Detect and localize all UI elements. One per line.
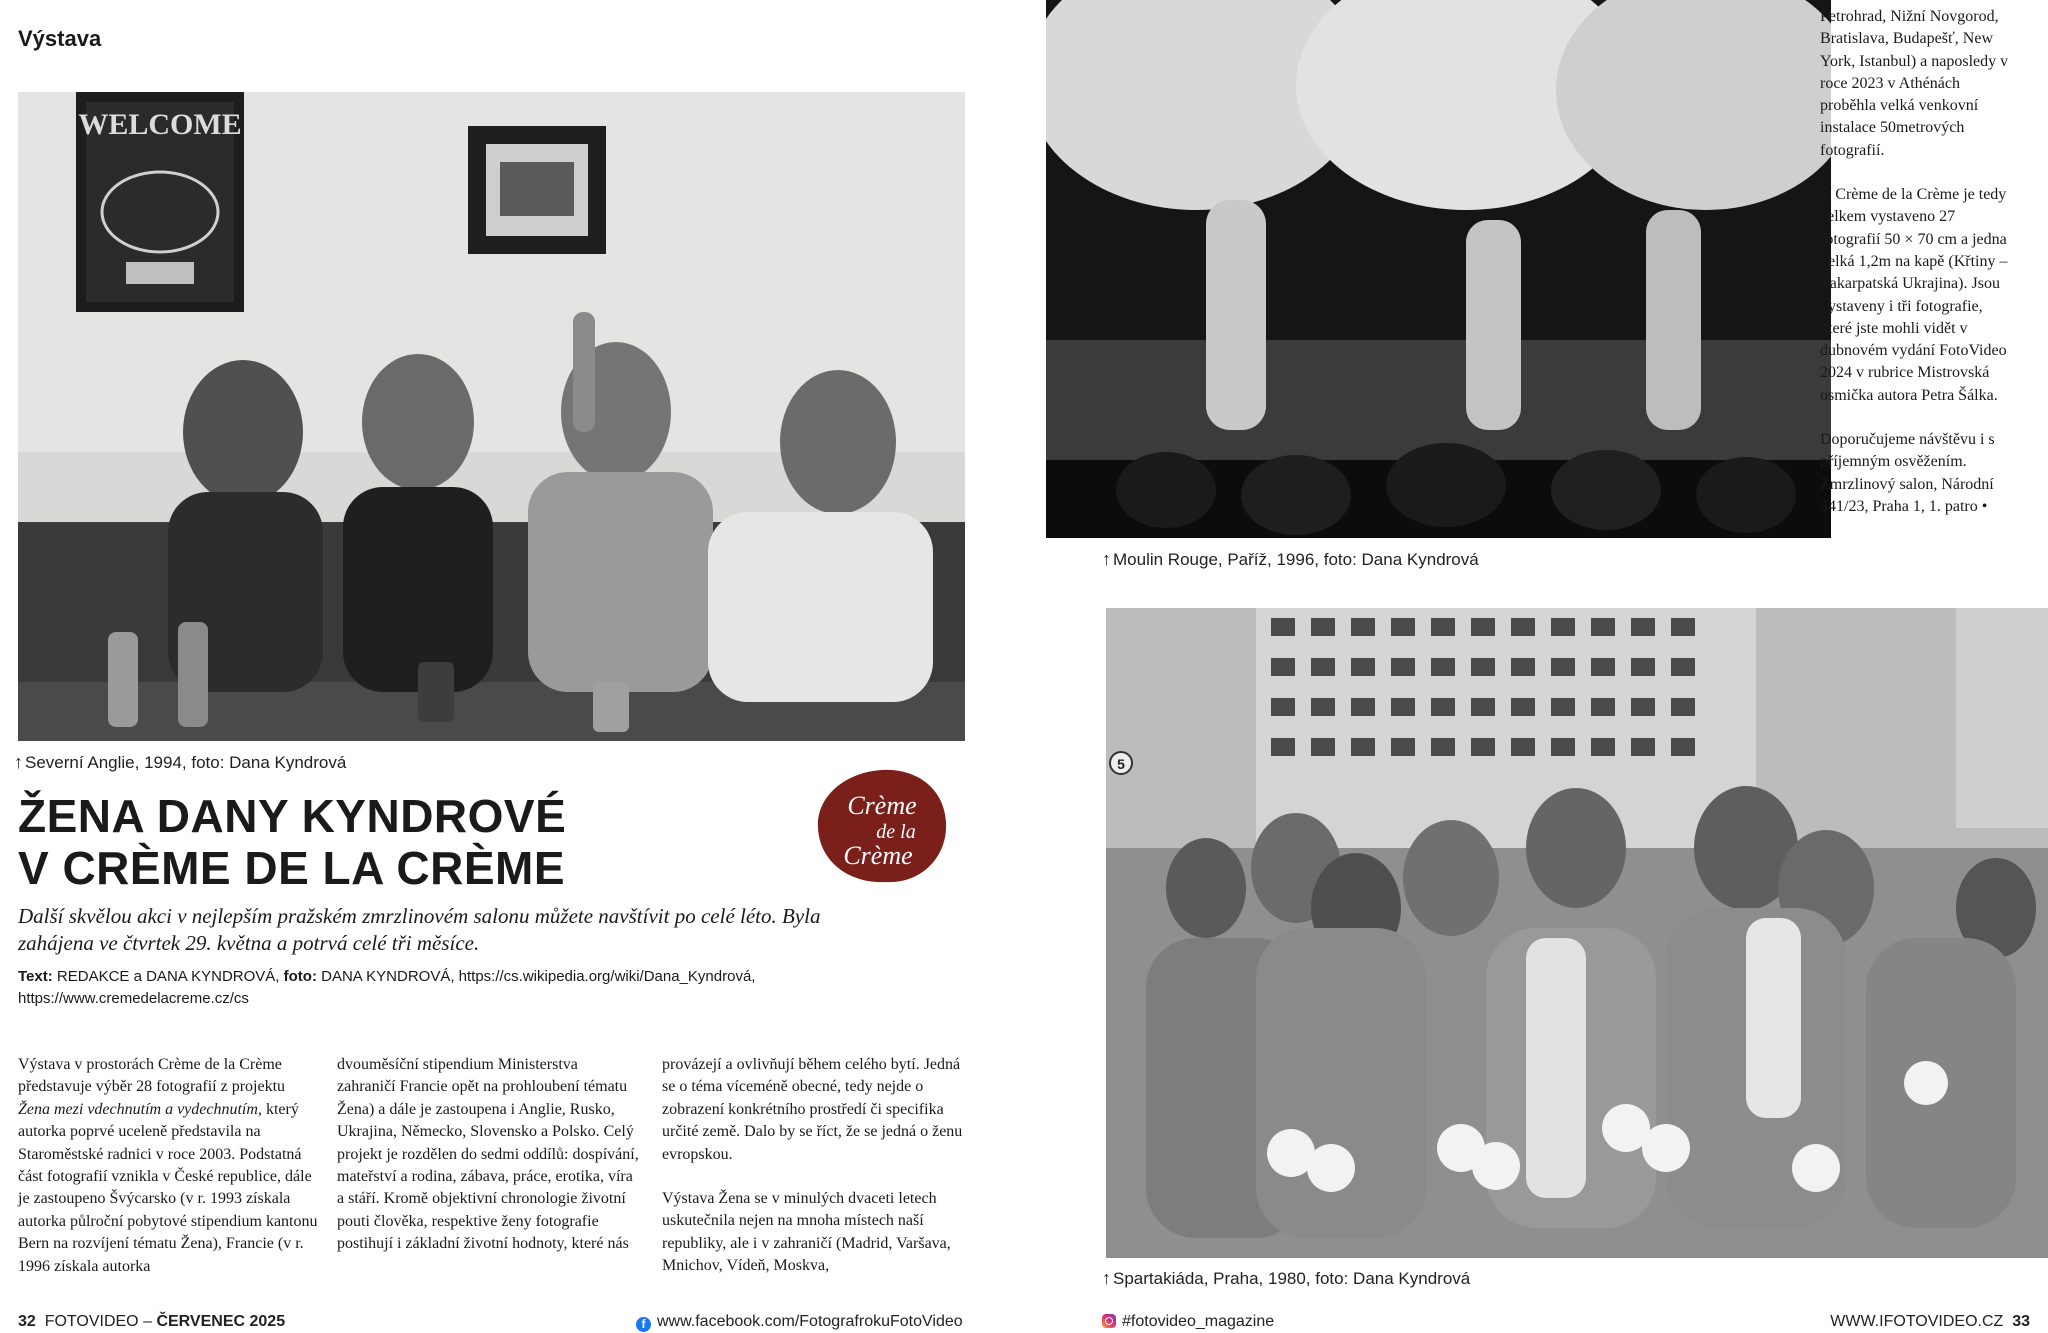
body-paragraph: Výstava v prostorách Crème de la Crème představuje výběr 28 fotografií z projektu Žena mezi vdechnutím a vydechnutím, který autorka poprvé uceleně představila na Staroměstské radnici v roce 2003. Podstatná část fotografií vznikla v České republice, dále je zastoupeno Švýcarsko (v r. 1993 získala autorka půlroční pobytové stipendium kantonu Bern na rozvíjení tématu Žena), Francie (v r. 1996 získala autorka: [18, 1056, 318, 1275]
caption-text: Spartakiáda, Praha, 1980, foto: Dana Kyndrová: [1113, 1269, 1471, 1288]
creme-de-la-creme-logo: [816, 766, 948, 886]
body-column-2: [337, 1054, 640, 1278]
website-link[interactable]: WWW.IFOTOVIDEO.CZ: [1830, 1313, 2004, 1330]
body-column-1: [18, 1054, 318, 1300]
body-paragraph: dvouměsíční stipendium Ministerstva zahraničí Francie opět na prohloubení tématu Žena) a dále je zastoupena i Anglie, Rusko, Ukrajina, Německo, Slovensko a Polsko. Celý projekt je rozdělen do sedmi oddílů: dospívání, mateřství a rodina, zábava, práce, erotika, víra a stáří. Kromě objektivní chronologie životní pouti člověka, respektive ženy fotografie postihují i základní životní hodnoty, které nás: [337, 1056, 639, 1253]
article-credits: [18, 966, 818, 1010]
photo-northern-england: [18, 92, 965, 741]
footer-left: [18, 1313, 285, 1331]
footer-right: [1830, 1313, 2030, 1331]
body-paragraph: provázejí a ovlivňují během celého bytí. Jedná se o téma víceméně obecné, tedy nejde o zobrazení konkrétního prostředí či specifika určité země. Dalo by se říct, že se jedná o ženu evropskou.: [662, 1056, 963, 1163]
headline-line-1: ŽENA DANY KYNDROVÉ: [18, 790, 567, 842]
article-headline: [18, 790, 638, 894]
facebook-icon: f: [636, 1317, 651, 1332]
instagram-icon: [1102, 1314, 1116, 1328]
caption-spartakiada: [1102, 1268, 1470, 1289]
logo-line-3: Crème: [843, 841, 913, 870]
photo-spartakiada: [1106, 608, 2048, 1258]
body-column-3: [662, 1054, 964, 1300]
photo-moulin-rouge: [1046, 0, 1831, 538]
section-label: Výstava: [18, 26, 102, 51]
arrow-up-icon: ↑: [1102, 549, 1111, 569]
logo-line-1: Crème: [847, 791, 917, 820]
project-title: Žena mezi vdechnutím a vydechnutím: [18, 1100, 258, 1118]
post-number-text: 5: [1117, 756, 1125, 772]
magazine-name: FOTOVIDEO: [44, 1313, 139, 1330]
caption-northern-england: [14, 752, 346, 773]
footer-instagram[interactable]: [1102, 1313, 1274, 1331]
caption-text: Severní Anglie, 1994, foto: Dana Kyndrová: [25, 753, 347, 772]
page-number-left: 32: [18, 1313, 36, 1330]
body-paragraph: Doporučujeme návštěvu i s příjemným osvěžením. Zmrzlinový salon, Národní 341/23, Praha 1, 1. patro •: [1820, 431, 1995, 515]
credits-text-value: REDAKCE a DANA KYNDROVÁ,: [56, 968, 280, 985]
facebook-link[interactable]: www.facebook.com/FotografrokuFotoVideo: [657, 1313, 963, 1330]
caption-moulin-rouge: [1102, 549, 1479, 570]
credits-photo-label: foto:: [283, 968, 317, 985]
instagram-handle[interactable]: #fotovideo_magazine: [1122, 1313, 1275, 1330]
credits-text-label: Text:: [18, 968, 53, 985]
headline-line-2: V CRÈME DE LA CRÈME: [18, 842, 566, 894]
arrow-up-icon: ↑: [1102, 1268, 1111, 1288]
article-lead: Další skvělou akci v nejlepším pražském zmrzlinovém salonu můžete navštívit po celé léto. Byla zahájena ve čtvrtek 29. května a potrvá celé tři měsíce.: [18, 904, 821, 955]
body-paragraph: Petrohrad, Nižní Novgorod, Bratislava, Budapešť, New York, Istanbul) a naposledy v roce 2023 v Athénách proběhla velká venkovní instalace 50metrových fotografií.: [1820, 8, 2009, 159]
credits-photo-value: DANA KYNDROVÁ, https://cs.wikipedia.org/wiki/Dana_Kyndrová, https://www.cremedelacreme.cz/cs: [18, 968, 756, 1007]
issue-date: ČERVENEC 2025: [156, 1313, 286, 1330]
footer-dash: –: [143, 1313, 152, 1330]
welcome-sign-text: WELCOME: [78, 108, 242, 141]
arrow-up-icon: ↑: [14, 752, 23, 772]
footer-facebook[interactable]: [636, 1313, 963, 1332]
caption-text: Moulin Rouge, Paříž, 1996, foto: Dana Kyndrová: [1113, 550, 1479, 569]
body-column-right: [1820, 6, 2016, 540]
body-paragraph: V Crème de la Crème je tedy celkem vystaveno 27 fotografií 50 × 70 cm a jedna velká 1,2m na kapě (Křtiny – Zakarpatská Ukrajina). Jsou vystaveny i tři fotografie, které jste mohli vidět v dubnovém vydání FotoVideo 2024 v rubrice Mistrovská osmička autora Petra Šálka.: [1820, 186, 2008, 404]
body-paragraph: Výstava Žena se v minulých dvaceti letech uskutečnila nejen na mnoha místech naší republiky, ale i v zahraničí (Madrid, Varšava, Mnichov, Vídeň, Moskva,: [662, 1190, 951, 1275]
logo-line-2: de la: [876, 821, 916, 843]
page-number-right: 33: [2012, 1313, 2030, 1330]
